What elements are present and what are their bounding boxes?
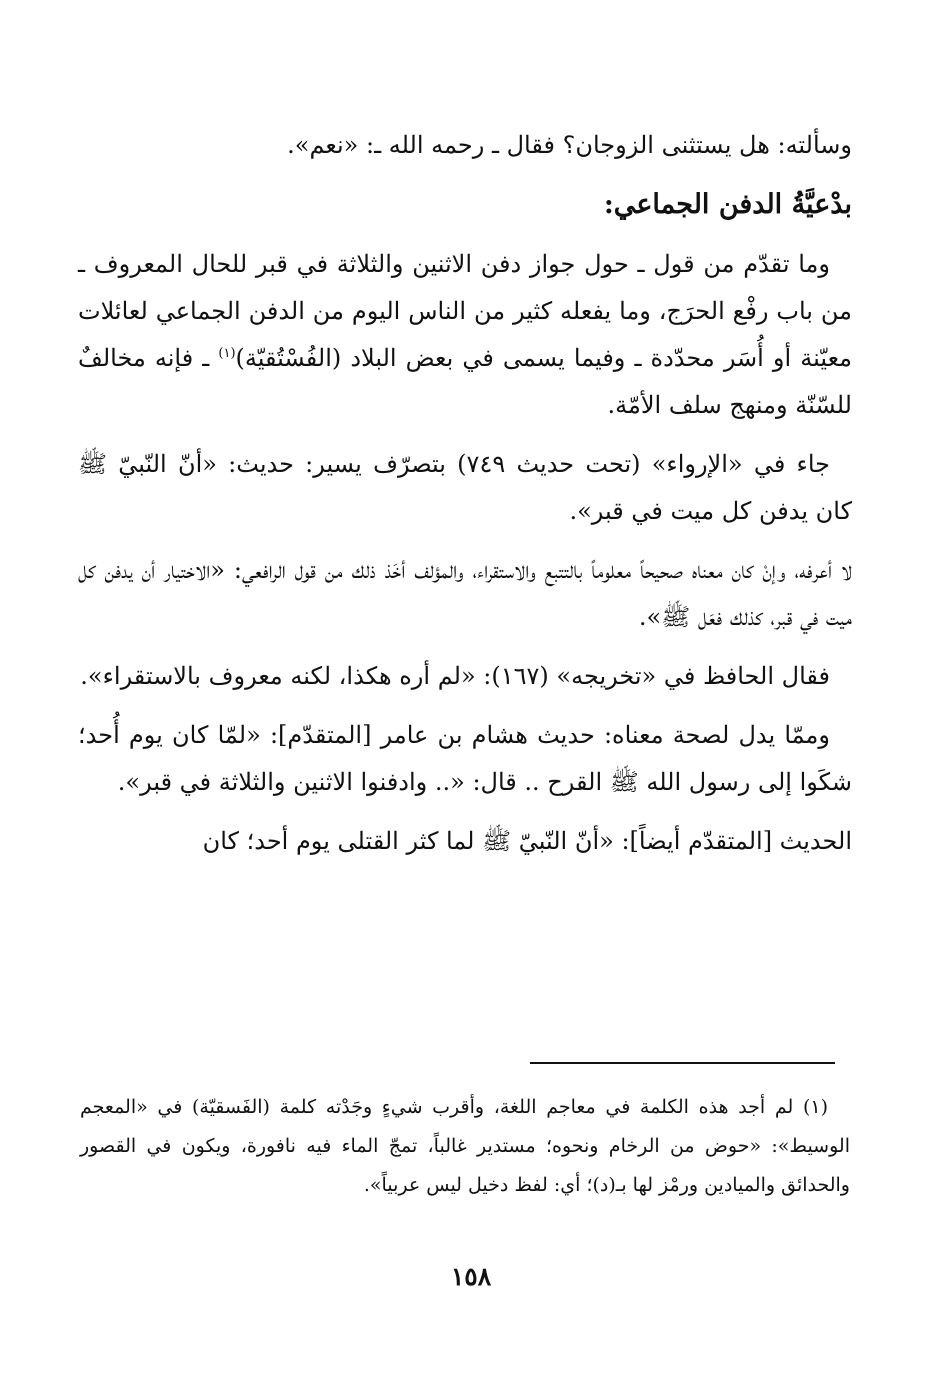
paragraph-3: لا أعرفه، وإنْ كان معناه صحيحاً معلوماً بالتتبع والاستقراء، والمؤلف أخَذ ذلك من قول الرافعي: «الاختيار أن يدفن كل ميت في قبر، كذلك فعَل ﷺ». — [78, 556, 852, 631]
paragraph-4: فقال الحافظ في «تخريجه» (١٦٧): «لم أره هكذا، لكنه معروف بالاستقراء». — [80, 662, 830, 690]
footnote-divider — [530, 1062, 835, 1064]
section-heading: بدْعيَّةُ الدفن الجماعي: — [603, 189, 852, 220]
footnote-reference: (١) — [218, 346, 236, 361]
paragraph-5: وممّا يدل لصحة معناه: حديث هشام بن عامر [المتقدّم]: «لمّا كان يوم أُحد؛ شكَوا إلى رسول الله ﷺ القرح .. قال: «.. وادفنوا الاثنين والثلاثة في قبر». — [78, 721, 852, 796]
paragraph-1-text-end: ـ فإنه مخالفٌ للسّنّة ومنهج سلف الأمّة. — [78, 344, 852, 419]
paragraph-2: جاء في «الإرواء» (تحت حديث ٧٤٩) بتصرّف يسير: حديث: «أنّ النّبيّ ﷺ كان يدفن كل ميت في قبر». — [78, 450, 852, 525]
paragraph-1-text: وما تقدّم من قول ـ حول جواز دفن الاثنين والثلاثة في قبر للحال المعروف ـ من باب رفْع الحرَج، وما يفعله كثير من الناس اليوم من الدفن الجماعي لعائلات معيّنة أو أُسَر محدّدة ـ وفيما يسمى في بعض البلاد (الفُسْتُقيّة) — [78, 250, 852, 372]
paragraph-1 — [78, 241, 852, 429]
footnotes — [80, 1088, 850, 1205]
page-number: ١٥٨ — [450, 1262, 492, 1291]
paragraph-6: الحديث [المتقدّم أيضاً]: «أنّ النّبيّ ﷺ لما كثر القتلى يوم أحد؛ كان — [202, 827, 852, 855]
main-text — [78, 122, 852, 877]
intro-line: وسألته: هل يستثنى الزوجان؟ فقال ـ رحمه الله ـ: «نعم». — [287, 131, 852, 159]
footnote-1: (١) لم أجد هذه الكلمة في معاجم اللغة، وأقرب شيءٍ وجَدْته كلمة (الفَسقيّة) في «المعجم الوسيط»: «حوض من الرخام ونحوه؛ مستدير غالباً، تمجّ الماء فيه نافورة، ويكون في القصور والحدائق والميادين ورمْز لها بـ(د)؛ أي: لفظ دخيل ليس عربياً». — [80, 1096, 850, 1196]
